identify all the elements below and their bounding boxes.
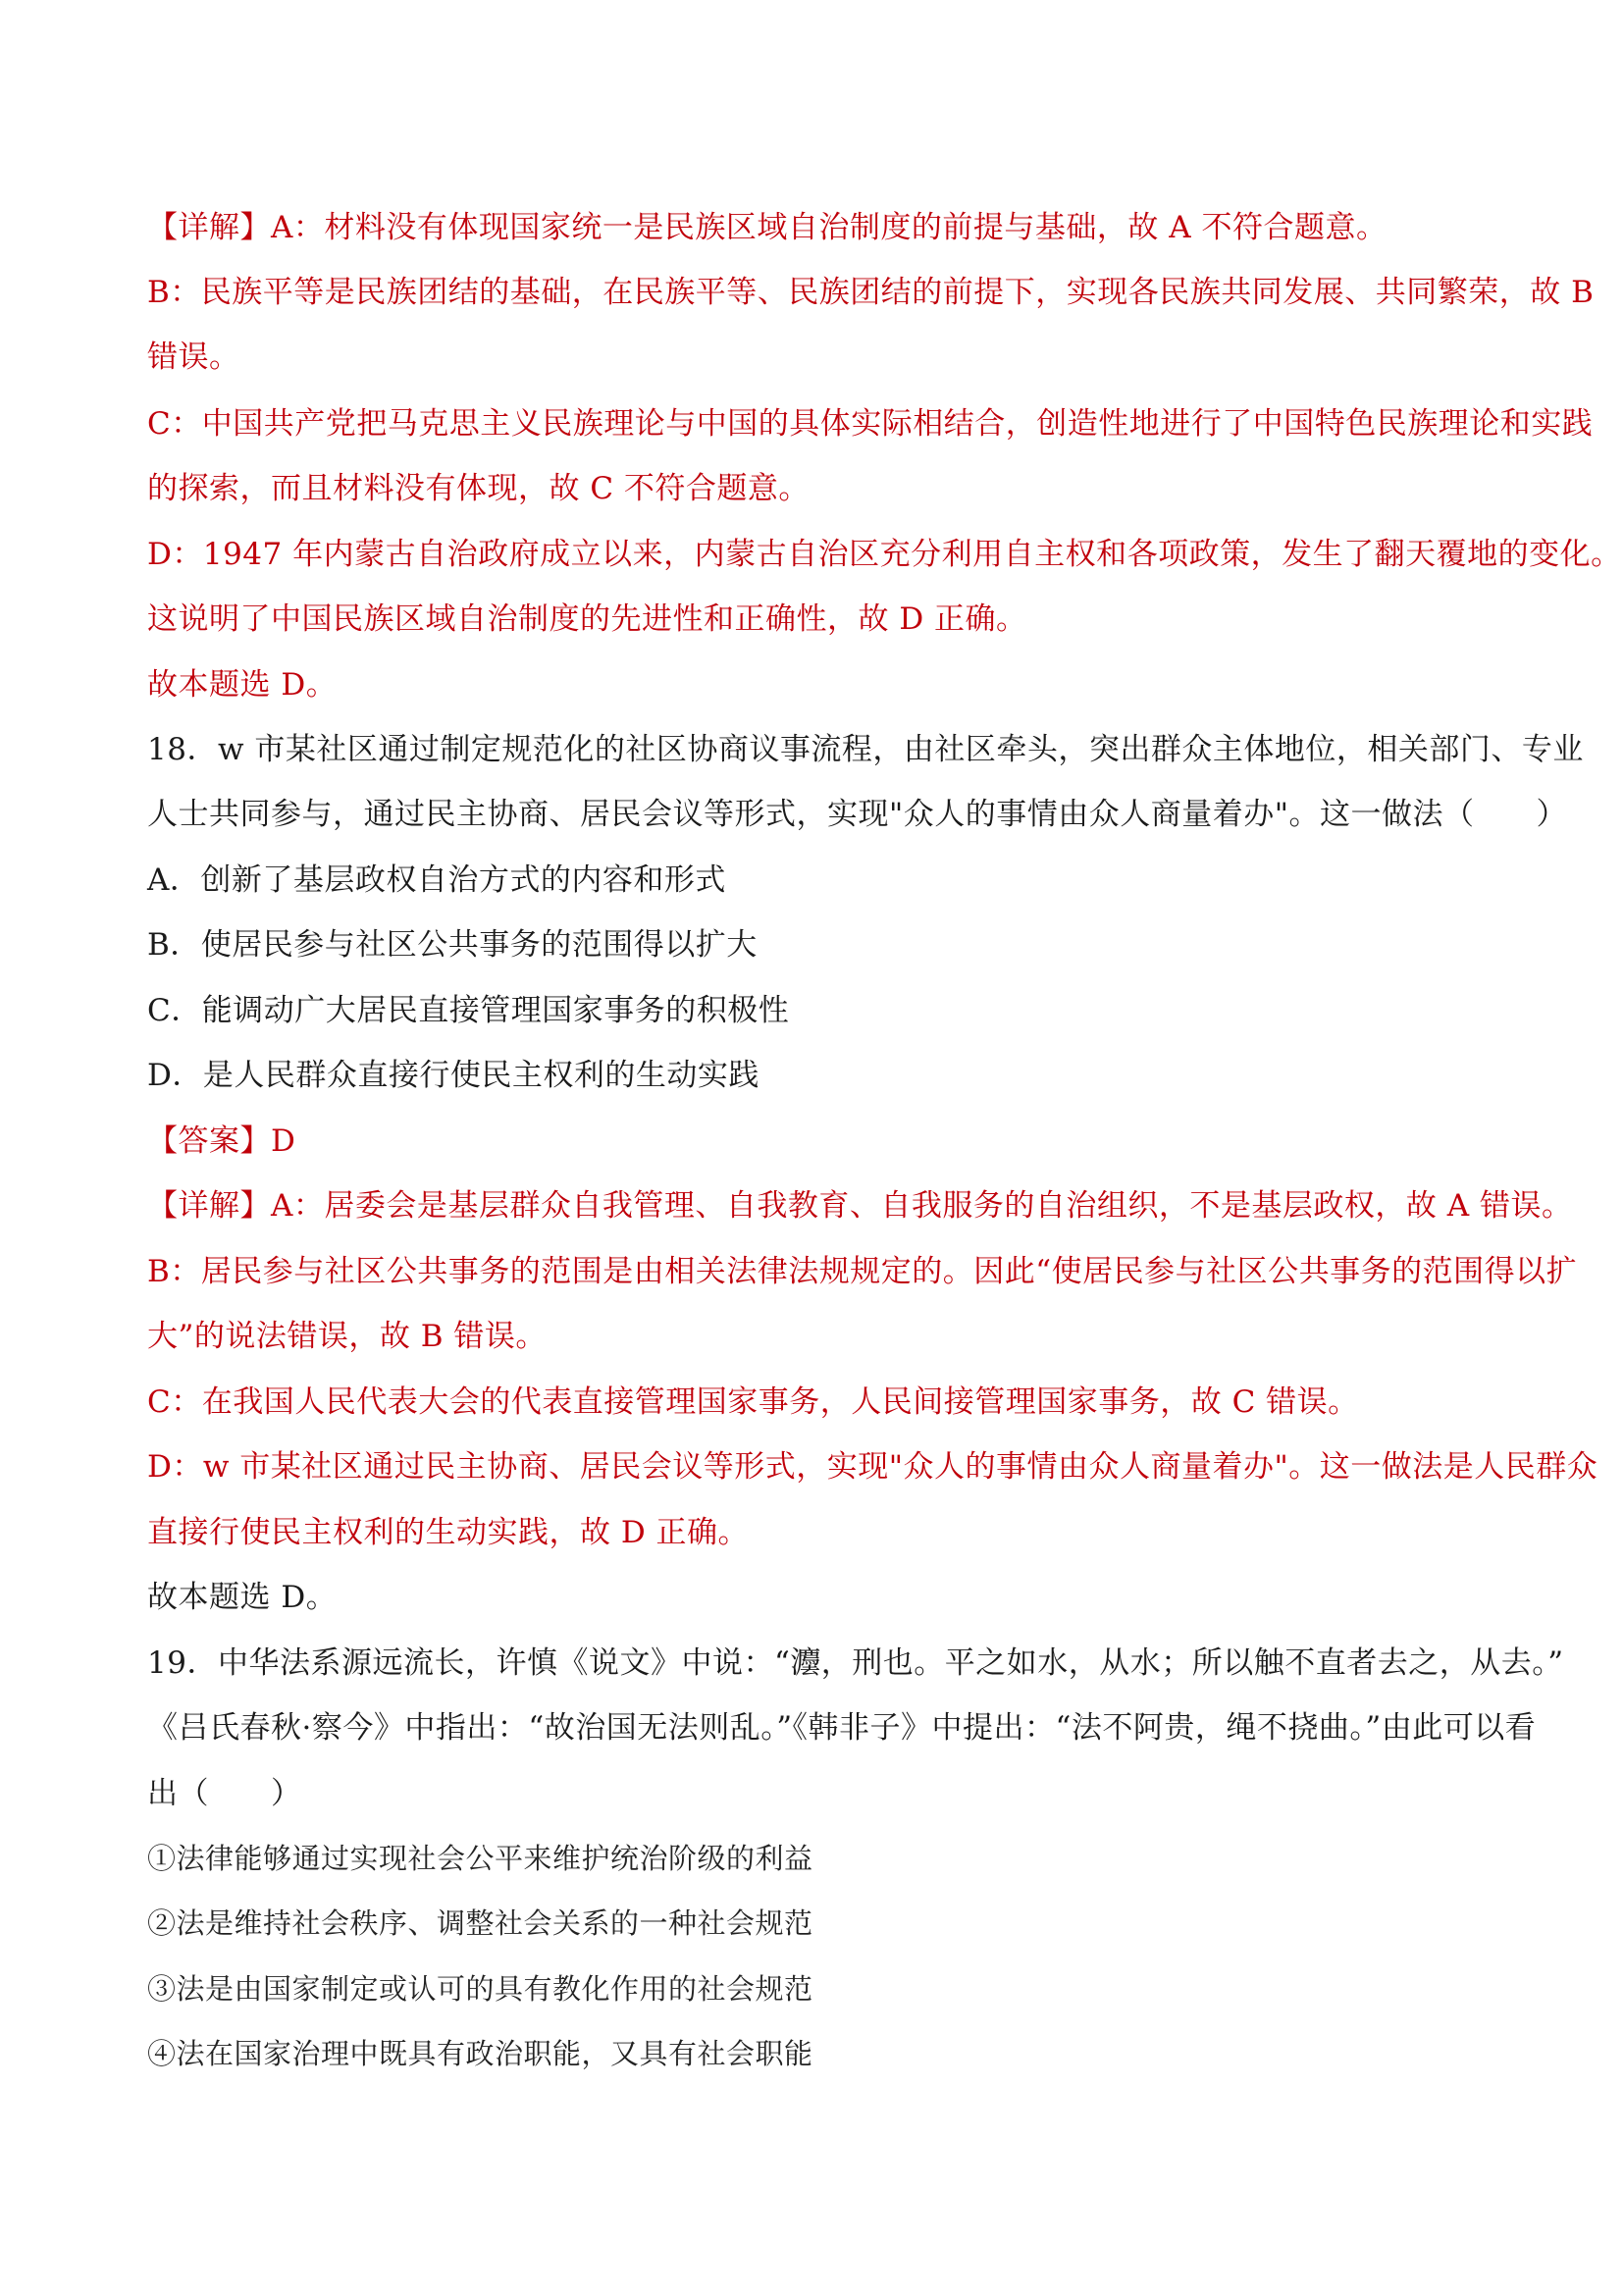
q17-explain-d-line1: D：1947 年内蒙古自治政府成立以来，内蒙古自治区充分利用自主权和各项政策，发生了翻天覆地的变化。 xyxy=(147,537,1622,572)
q18-option-a: A．创新了基层政权自治方式的内容和形式 xyxy=(147,862,726,898)
q18-explain-c: C：在我国人民代表大会的代表直接管理国家事务，人民间接管理国家事务，故 C 错误。 xyxy=(147,1384,1359,1420)
q19-stem-line2: 《吕氏春秋·察今》中指出：“故治国无法则乱。”《韩非子》中提出：“法不阿贵，绳不挠曲。”由此可以看 xyxy=(147,1710,1537,1746)
explain-tag: 【详解】 xyxy=(147,210,271,245)
q18-explain-b-line2: 大”的说法错误，故 B 错误。 xyxy=(147,1319,547,1354)
q18-explain-d-line1: D：w 市某社区通过民主协商、居民会议等形式，实现"众人的事情由众人商量着办"。这一做法是人民群众 xyxy=(147,1449,1598,1485)
q18-explain-b-line1: B：居民参与社区公共事务的范围是由相关法律法规规定的。因此“使居民参与社区公共事务的范围得以扩 xyxy=(147,1254,1578,1289)
q18-explain-d-line2: 直接行使民主权利的生动实践，故 D 正确。 xyxy=(147,1515,750,1550)
q18-conclusion: 故本题选 D。 xyxy=(147,1580,338,1615)
q19-stem-line1: 19．中华法系源远流长，许慎《说文》中说：“灋，刑也。平之如水，从水；所以触不直者去之，从去。” xyxy=(147,1645,1564,1681)
q17-conclusion: 故本题选 D。 xyxy=(147,667,338,703)
q18-explain-a: 【详解】A：居委会是基层群众自我管理、自我教育、自我服务的自治组织，不是基层政权，故 A 错误。 xyxy=(147,1188,1573,1224)
q18-option-d: D．是人民群众直接行使民主权利的生动实践 xyxy=(147,1058,759,1093)
explain-tag: 【详解】 xyxy=(147,1188,271,1224)
q17-explain-a: 【详解】A：材料没有体现国家统一是民族区域自治制度的前提与基础，故 A 不符合题意。 xyxy=(147,210,1387,245)
q18-stem-line1: 18．w 市某社区通过制定规范化的社区协商议事流程，由社区牵头，突出群众主体地位，相关部门、专业 xyxy=(147,732,1584,767)
q17-explain-b-line1: B：民族平等是民族团结的基础，在民族平等、民族团结的前提下，实现各民族共同发展、共同繁荣，故 B xyxy=(147,275,1595,310)
q18-option-c: C．能调动广大居民直接管理国家事务的积极性 xyxy=(147,993,790,1028)
q19-option-2: ②法是维持社会秩序、调整社会关系的一种社会规范 xyxy=(147,1906,813,1940)
q18-option-b: B．使居民参与社区公共事务的范围得以扩大 xyxy=(147,927,758,963)
answer-tag: 【答案】 xyxy=(147,1123,271,1159)
q18-stem-line2: 人士共同参与，通过民主协商、居民会议等形式，实现"众人的事情由众人商量着办"。这一做法（ ） xyxy=(147,797,1568,832)
q17-explain-c-line2: 的探索，而且材料没有体现，故 C 不符合题意。 xyxy=(147,471,810,506)
q18-answer xyxy=(147,1122,295,1161)
q17-explain-c-line1: C：中国共产党把马克思主义民族理论与中国的具体实际相结合，创造性地进行了中国特色民族理论和实践 xyxy=(147,406,1594,442)
q19-option-1: ①法律能够通过实现社会公平来维护统治阶级的利益 xyxy=(147,1842,813,1875)
q19-option-3: ③法是由国家制定或认可的具有教化作用的社会规范 xyxy=(147,1972,813,2006)
q17-explain-b-line2: 错误。 xyxy=(147,339,240,375)
q19-option-4: ④法在国家治理中既具有政治职能，又具有社会职能 xyxy=(147,2037,813,2070)
q19-stem-line3: 出（ ） xyxy=(147,1776,302,1811)
answer-value: D xyxy=(271,1123,296,1159)
q17-explain-d-line2: 这说明了中国民族区域自治制度的先进性和正确性，故 D 正确。 xyxy=(147,601,1027,637)
